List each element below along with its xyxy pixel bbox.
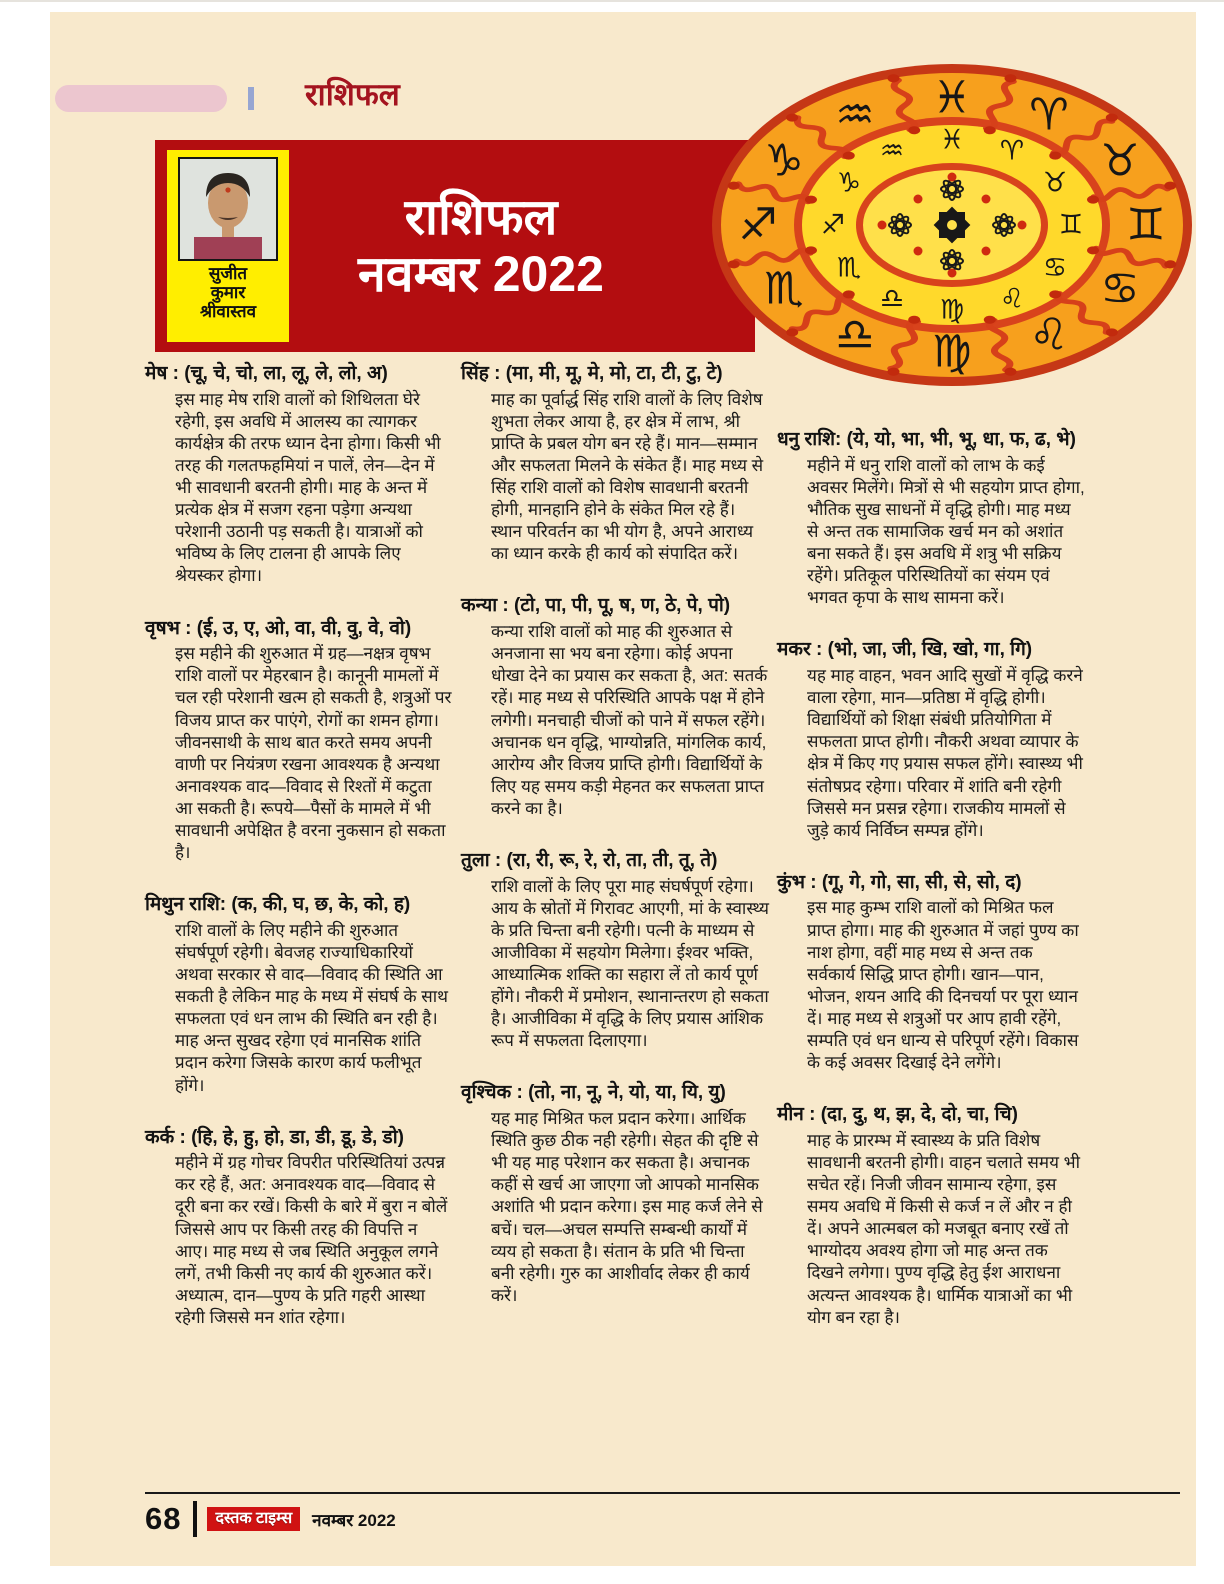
sign-letters: : (मा, मी, मू, मे, मो, टा, टी, टु, टे)	[488, 363, 723, 384]
section-capricorn-body: यह माह वाहन, भवन आदि सुखों में वृद्धि करने वाला रहेगा, मान—प्रतिष्ठा में वृद्धि होगी। विद्यार्थियों को शिक्षा संबंधी प्रतियोगिता में सफलता प्राप्त होगी। नौकरी अथवा व्यापार के क्षेत्र में किए गए प्रयास सफल होंगे। स्वास्थ्य भी संतोषप्रद रहेगा। परिवार में शांति बनी रहेगी जिससे मन प्रसन्न रहेगा। राजकीय मामलों से जुड़े कार्य निर्विघ्न सम्पन्न होंगे।	[807, 666, 1083, 840]
outer-zodiac-sagittarius: ♐	[738, 199, 778, 251]
glyph-libra: ♎	[879, 283, 905, 315]
sign-name: मीन	[777, 1104, 804, 1126]
outer-zodiac-aries: ♈	[1029, 89, 1069, 141]
glyph-cancer: ♋	[1042, 252, 1068, 284]
page-top-rule	[0, 0, 1224, 2]
author-portrait-graphic	[180, 159, 276, 259]
section-taurus	[145, 617, 453, 865]
section-leo	[461, 362, 769, 565]
section-cancer-heading	[145, 1126, 453, 1151]
sign-letters: : (चू, चे, चो, ला, लू, ले, लो, अ)	[167, 363, 388, 384]
glyph-aquarius: ♒	[879, 135, 905, 167]
column-3	[777, 362, 1085, 1358]
section-capricorn	[777, 638, 1085, 841]
page-number: 68	[145, 1501, 182, 1536]
section-virgo-heading	[461, 594, 769, 619]
section-sagittarius-heading	[777, 428, 1085, 453]
section-virgo	[461, 594, 769, 820]
section-cancer-body: महीने में ग्रह गोचर विपरीत परिस्थितियां उत्पन्न कर रहे हैं, अत: अनावश्यक वाद—विवाद से दूरी बना कर रखें। किसी के बारे में बुरा न बोलें जिससे आप पर किसी तरह की विपत्ति न आए। माह मध्य से जब स्थिति अनुकूल लगने लगें, तभी किसी नए कार्य की शुरुआत करें। अध्यात्म, दान—पुण्य के प्रति गहरी आस्था रहेगी जिससे मन शांत रहेगा।	[175, 1153, 448, 1327]
glyph-scorpio: ♏	[836, 252, 862, 284]
sign-name: मकर	[777, 639, 811, 661]
section-pisces-heading	[777, 1103, 1085, 1128]
outer-zodiac-pisces: ♓	[932, 72, 972, 124]
section-virgo-body: कन्या राशि वालों को माह की शुरुआत से अनजाना सा भय बना रहेगा। कोई अपना धोखा देने का प्रयास कर सकता है, अत: सतर्क रहें। माह मध्य से परिस्थिति आपके पक्ष में होने लगेगी। मनचाही चीजों को पाने में सफल रहेंगे। अचानक धन वृद्धि, भाग्योन्नति, मांगलिक कार्य, आरोग्य और विजय प्राप्ति होगी। विद्यार्थियों के लिए यह समय कड़ी मेहनत कर सफलता प्राप्त करने का है।	[491, 622, 768, 818]
author-name	[200, 264, 256, 321]
sign-name: वृषभ	[145, 617, 180, 639]
section-gemini	[145, 893, 453, 1096]
section-capricorn-heading	[777, 638, 1085, 663]
section-scorpio-body: यह माह मिश्रित फल प्रदान करेगा। आर्थिक स्थिति कुछ ठीक नही रहेगी। सेहत की दृष्टि से भी यह माह परेशान कर सकता है। अचानक कहीं से खर्च आ जाएगा जो आपको मानसिक अशांति भी प्रदान करेगा। इस माह कर्ज लेने से बचें। चल—अचल सम्पत्ति सम्बन्धी कार्यों में व्यय हो सकता है। संतान के प्रति भी चिन्ता बनी रहेगी। गुरु का आशीर्वाद लेकर ही कार्य करें।	[491, 1109, 763, 1305]
section-libra-heading	[461, 849, 769, 874]
footer-divider	[193, 1501, 197, 1537]
section-leo-body: माह का पूर्वार्द्ध सिंह राशि वालों के लिए विशेष शुभता लेकर आया है, हर क्षेत्र में लाभ, श्री प्राप्ति के प्रबल योग बन रहे हैं। मान—सम्मान और सफलता मिलने के संकेत हैं। माह मध्य से सिंह राशि वालों को विशेष सावधानी बरतनी होगी, मानहानि होने के संकेत मिल रहे हैं। स्थान परिवर्तन का भी योग है, अपने आराध्य का ध्यान करके ही कार्य को संपादित करें।	[491, 389, 764, 564]
sign-letters: : (ये, यो, भा, भी, भू, धा, फ, ढ, भे)	[835, 429, 1076, 450]
magazine-logo: दस्तक टाइम्स	[207, 1507, 300, 1532]
section-pisces-body: माह के प्रारम्भ में स्वास्थ्य के प्रति विशेष सावधानी बरतनी होगी। वाहन चलाते समय भी सचेत रहें। निजी जीवन सामान्य रहेगा, इस समय अवधि में किसी से कर्ज न लें और न ही दें। अपने आत्मबल को मजबूत बनाए रखें तो भाग्योदय अवश्य होगा जो माह अन्त तक दिखने लगेगा। पुण्य वृद्धि हेतु ईश आराधना अत्यन्त आवश्यक है। धार्मिक यात्राओं का भी योग बन रहा है।	[807, 1130, 1081, 1327]
section-cancer	[145, 1126, 453, 1329]
page-footer	[145, 1492, 1180, 1537]
sign-name: तुला	[461, 849, 490, 871]
outer-zodiac-leo: ♌	[1029, 309, 1069, 361]
section-aquarius-body: इस माह कुम्भ राशि वालों को मिश्रित फल प्राप्त होगा। माह की शुरुआत में जहां पुण्य का नाश होगा, वहीं माह मध्य से अन्त तक सर्वकार्य सिद्धि प्राप्त होगी। खान—पान, भोजन, शयन आदि की दिनचर्या पर पूरा ध्यान दें। माह मध्य से शत्रुओं पर आप हावी रहेंगे, सम्पति एवं धन धान्य से परिपूर्ण रहेंगे। विकास के कई अवसर दिखाई देने लगेंगे।	[807, 898, 1079, 1073]
section-gemini-heading	[145, 893, 453, 918]
outer-zodiac-capricorn: ♑	[764, 135, 804, 187]
sign-name: कुंभ	[777, 871, 805, 893]
outer-zodiac-taurus: ♉	[1100, 135, 1140, 187]
glyph-leo: ♌	[999, 283, 1025, 315]
author-name-line1: सुजीत	[208, 264, 248, 283]
glyph-gemini: ♊	[1058, 209, 1084, 241]
section-gemini-body: राशि वालों के लिए महीने की शुरुआत संघर्षपूर्ण रहेगी। बेवजह राज्याधिकारियों अथवा सरकार से वाद—विवाद की स्थिति आ सकती है लेकिन माह के मध्य में संघर्ष के साथ सफलता एवं धन लाभ की स्थिति बन रही है। माह अन्त सुखद रहेगा एवं मानसिक शांति प्रदान करेगा जिसके कारण कार्य फलीभूत होंगे।	[175, 920, 449, 1095]
sign-name: मेष	[145, 363, 168, 384]
page-title-line2: नवम्बर 2022	[358, 246, 604, 302]
sign-letters: : (दा, दु, थ, झ, दे, दो, चा, चि)	[803, 1104, 1018, 1126]
column-1	[145, 362, 453, 1358]
glyph-capricorn: ♑	[836, 167, 862, 199]
kicker-pill-decoration	[55, 85, 227, 112]
section-aries-body: इस माह मेष राशि वालों को शिथिलता घेरे रहेगी, इस अवधि में आलस्य का त्यागकर कार्यक्षेत्र की तरफ ध्यान देना होगा। किसी भी तरह की गलतफहमियां न पालें, लेन—देन में भी सावधानी बरतनी होगी। माह के अन्त में प्रत्येक क्षेत्र में सजग रहना पड़ेगा अन्यथा परेशानी उठानी पड़ सकती है। यात्राओं को भविष्य के लिए टालना ही आपके लिए श्रेयस्कर होगा।	[175, 389, 441, 586]
glyph-virgo: ♍	[939, 294, 965, 326]
sign-name: सिंह	[461, 363, 489, 384]
outer-zodiac-libra: ♎	[835, 309, 875, 361]
masthead-banner	[155, 140, 755, 352]
section-libra	[461, 849, 769, 1052]
sign-letters: : (भो, जा, जी, खि, खो, गा, गि)	[810, 639, 1033, 661]
zodiac-wheel-image	[710, 62, 1194, 388]
glyph-sagittarius: ♐	[820, 209, 846, 241]
page-title	[289, 140, 673, 352]
section-scorpio-heading	[461, 1081, 769, 1106]
sign-name: वृश्चिक	[461, 1082, 512, 1104]
section-taurus-body: इस महीने की शुरुआत में ग्रह—नक्षत्र वृषभ राशि वालों पर मेहरबान है। कानूनी मामलों में चल रही परेशानी खत्म हो सकती है, शत्रुओं पर विजय प्राप्त कर पाएंगे, रोगों का शमन होगा। जीवनसाथी के साथ बात करते समय अपनी वाणी पर नियंत्रण रखना आवश्यक है अन्यथा अनावश्यक वाद—विवाद से रिश्तों में कटुता आ सकती है। रूपये—पैसों के मामले में भी सावधानी अपेक्षित है वरना नुकसान हो सकता है।	[175, 644, 452, 863]
kicker-label: राशिफल	[305, 77, 400, 112]
outer-zodiac-scorpio: ♏	[764, 263, 804, 315]
outer-zodiac-gemini: ♊	[1126, 199, 1166, 251]
section-leo-heading	[461, 362, 769, 387]
sign-letters: : (रा, री, रू, रे, रो, ता, ती, तू, ते)	[489, 849, 718, 871]
glyph-aries: ♈	[999, 135, 1025, 167]
glyph-pisces: ♓	[939, 124, 965, 156]
sign-name: धनु राशि	[777, 429, 836, 450]
author-photo	[178, 157, 278, 261]
sign-name: कन्या	[461, 595, 498, 617]
outer-zodiac-aquarius: ♒	[835, 89, 875, 141]
sign-letters: : (टो, पा, पी, पू, ष, ण, ठे, पे, पो)	[497, 595, 731, 617]
sign-name: मिथुन राशि	[145, 894, 220, 916]
section-aquarius-heading	[777, 871, 1085, 896]
section-aries-heading	[145, 362, 453, 387]
glyph-taurus: ♉	[1042, 167, 1068, 199]
column-2	[461, 362, 769, 1358]
section-pisces	[777, 1103, 1085, 1329]
article-columns	[145, 362, 1085, 1358]
section-aries	[145, 362, 453, 588]
author-box	[167, 150, 289, 342]
sign-name: कर्क	[145, 1126, 175, 1148]
sign-letters: : (गू, गे, गो, सा, सी, से, सो, द)	[804, 871, 1022, 893]
zodiac-wheel-graphic	[710, 62, 1194, 388]
author-name-line3: श्रीवास्तव	[199, 302, 257, 322]
page-title-line1: राशिफल	[404, 188, 558, 245]
outer-zodiac-cancer: ♋	[1100, 263, 1140, 315]
sign-letters: : (क, की, घ, छ, के, को, ह)	[219, 894, 411, 916]
sign-letters: : (हि, हे, हु, हो, डा, डी, डू, डे, डो)	[174, 1126, 404, 1148]
sign-letters: : (ई, उ, ए, ओ, वा, वी, वु, वे, वो)	[179, 617, 412, 639]
outer-zodiac-virgo: ♍	[932, 326, 972, 378]
kicker-divider	[248, 87, 254, 110]
section-sagittarius-body: महीने में धनु राशि वालों को लाभ के कई अवसर मिलेंगे। मित्रों से भी सहयोग प्राप्त होगा, भौतिक सुख साधनों में वृद्धि होगी। माह मध्य से अन्त तक सामाजिक खर्च मन को अशांत बना सकते हैं। इस अवधि में शत्रु भी सक्रिय रहेंगे। प्रतिकूल परिस्थितियों का संयम एवं भगवत कृपा के साथ सामना करें।	[807, 455, 1085, 608]
section-sagittarius	[777, 428, 1085, 609]
section-taurus-heading	[145, 617, 453, 642]
section-libra-body: राशि वालों के लिए पूरा माह संघर्षपूर्ण रहेगा। आय के स्रोतों में गिरावट आएगी, मां के स्वास्थ्य के प्रति चिन्ता बनी रहेगी। पत्नी के माध्यम से आजीविका में सहयोग मिलेगा। ईश्वर भक्ति, आध्यात्मिक शक्ति का सहारा लें तो कार्य पूर्ण होंगे। नौकरी में प्रमोशन, स्थानान्तरण हो सकता है। आजीविका में वृद्धि के लिए प्रयास आंशिक रूप में सफलता दिलाएगा।	[491, 876, 770, 1051]
section-scorpio	[461, 1081, 769, 1307]
sign-letters: : (तो, ना, नू, ने, यो, या, यि, यु)	[511, 1082, 726, 1104]
magazine-page	[50, 12, 1196, 1566]
author-name-line2: कुमार	[210, 283, 246, 303]
footer-issue: नवम्बर 2022	[312, 1510, 396, 1530]
section-aquarius	[777, 871, 1085, 1074]
